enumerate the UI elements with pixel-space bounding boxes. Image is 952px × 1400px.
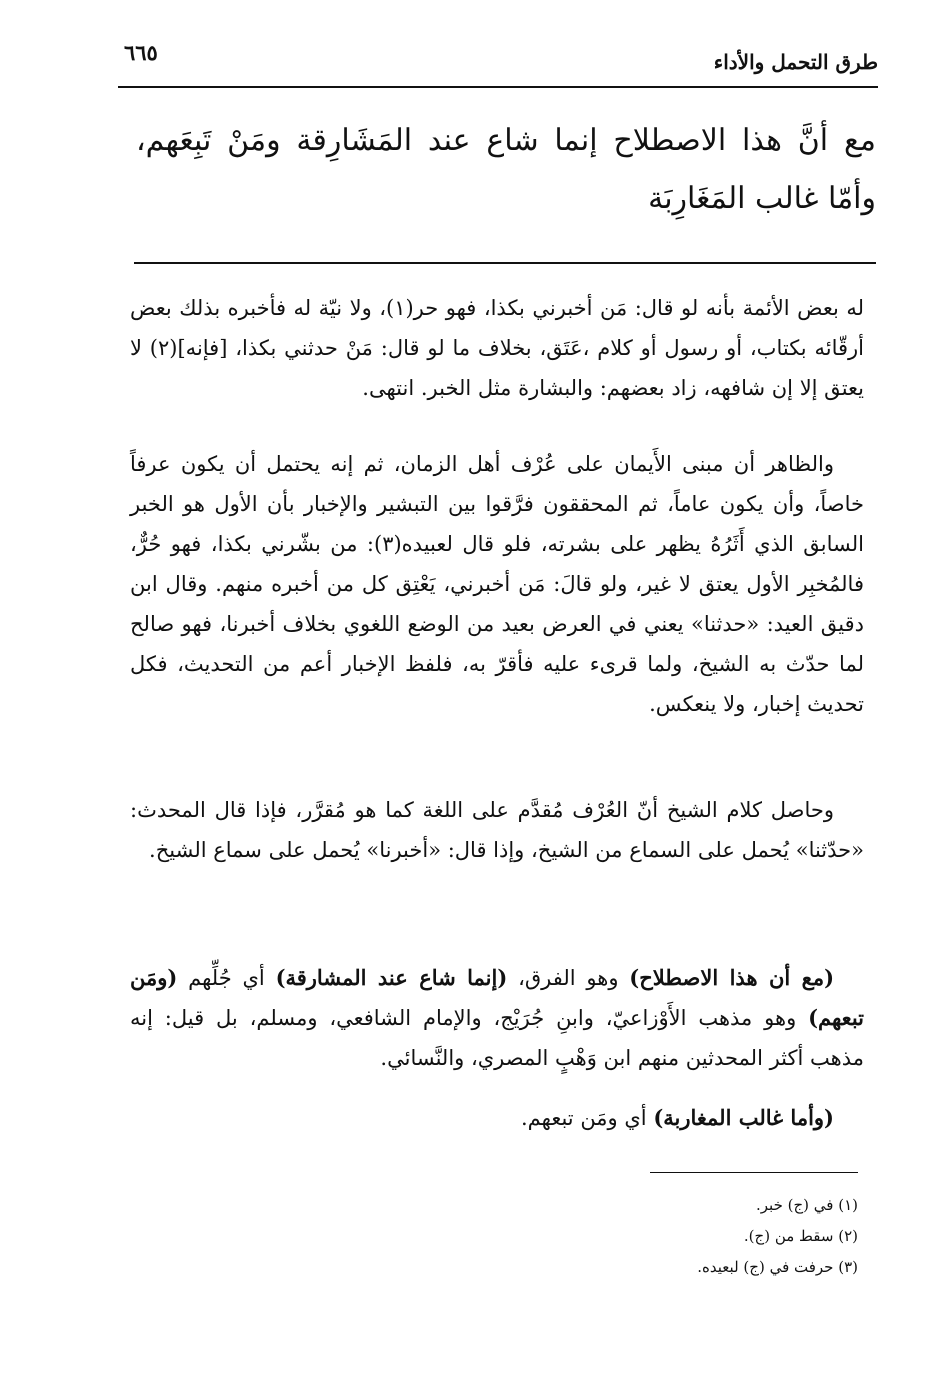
running-header: [118, 36, 878, 88]
matn-text: مع أنَّ هذا الاصطلاح إنما شاع عند المَشَارِقة ومَنْ تَبِعَهم، وأمّا غالب المَغَارِبَة: [136, 123, 876, 216]
footnote-3: (٣) حرفت في (ج) لبعيده.: [697, 1258, 858, 1276]
commentary-paragraph-3: [130, 790, 864, 870]
footnote-1: (١) في (ج) خبر.: [756, 1196, 858, 1214]
commentary-paragraph-2: [130, 444, 864, 724]
section-title: طرق التحمل والأداء: [713, 50, 878, 74]
quoted-matn: (وأما غالب المغاربة): [653, 1105, 834, 1130]
paragraph-text: وحاصل كلام الشيخ أنّ العُرْف مُقدَّم على اللغة كما هو مُقرَّر، فإذا قال المحدث: «حدّثنا» يُحمل على السماع من الشيخ، وإذا قال: «أخبرنا» يُحمل على سماع الشيخ.: [130, 798, 864, 862]
footnote-2: (٢) سقط من (ج).: [743, 1227, 858, 1245]
matn-separator-line: [134, 262, 876, 264]
commentary-text: أي ومَن تبعهم.: [521, 1106, 654, 1130]
commentary-paragraph-4: [130, 958, 864, 1078]
footnote-separator-line: [650, 1172, 858, 1173]
quoted-matn: (ومَن تبعهم): [130, 965, 864, 1030]
commentary-paragraph-5: [130, 1098, 864, 1138]
page-number: ٦٦٥: [124, 40, 158, 65]
commentary-text: وهو مذهب الأَوْزاعيّ، وابنِ جُرَيْج، والإمام الشافعي، ومسلم، بل قيل: إنه مذهب أكثر المحدثين منهم ابن وَهْبٍ المصري، والنَّسائي.: [130, 1006, 864, 1070]
commentary-text: أي جُلِّهم: [177, 966, 276, 990]
commentary-text: وهو الفرق،: [507, 966, 630, 990]
commentary-paragraph-1: [130, 288, 864, 408]
footnotes: [458, 1190, 858, 1283]
paragraph-text: [130, 958, 864, 1078]
quoted-matn: (إنما شاع عند المشارقة): [275, 965, 508, 990]
paragraph-text: له بعض الأئمة بأنه لو قال: مَن أخبرني بكذا، فهو حر(١)، ولا نيّة له فأخبره بذلك بعض أرقّائه بكتاب، أو رسول أو كلام ،عَتَق، بخلاف ما لو قال: مَنْ حدثني بكذا، [فإنه](٢) لا يعتق إلا إن شافهه، زاد بعضهم: والبشارة مثل الخبر. انتهى.: [130, 296, 864, 400]
paragraph-text: والظاهر أن مبنى الأَيمان على عُرْف أهل الزمان، ثم إنه يحتمل أن يكون عرفاً خاصاً، وأن يكون عاماً، ثم المحققون فرَّقوا بين التبشير والإخبار بأن الأول هو الخبر السابق الذي أَثَرُهُ يظهر على بشرته، فلو قال لعبيده(٣): من بشّرني بكذا، فهو حُرٌّ، فالمُخبِر الأول يعتق لا غير، ولو قالَ: مَن أخبرني، يَعْتِق كل من أخبره منهم. وقال ابن دقيق العيد: «حدثنا» يعني في العرض بعيد من الوضع اللغوي بخلاف أخبرنا، فهو صالح لما حدّث به الشيخ، ولما قرىء عليه فأقرّ به، فلفظ الإخبار أعم من التحديث، فكل تحديث إخبار، ولا ينعكس.: [130, 452, 864, 716]
quoted-matn: (مع أن هذا الاصطلاح): [629, 965, 835, 990]
paragraph-text: [130, 1098, 864, 1138]
